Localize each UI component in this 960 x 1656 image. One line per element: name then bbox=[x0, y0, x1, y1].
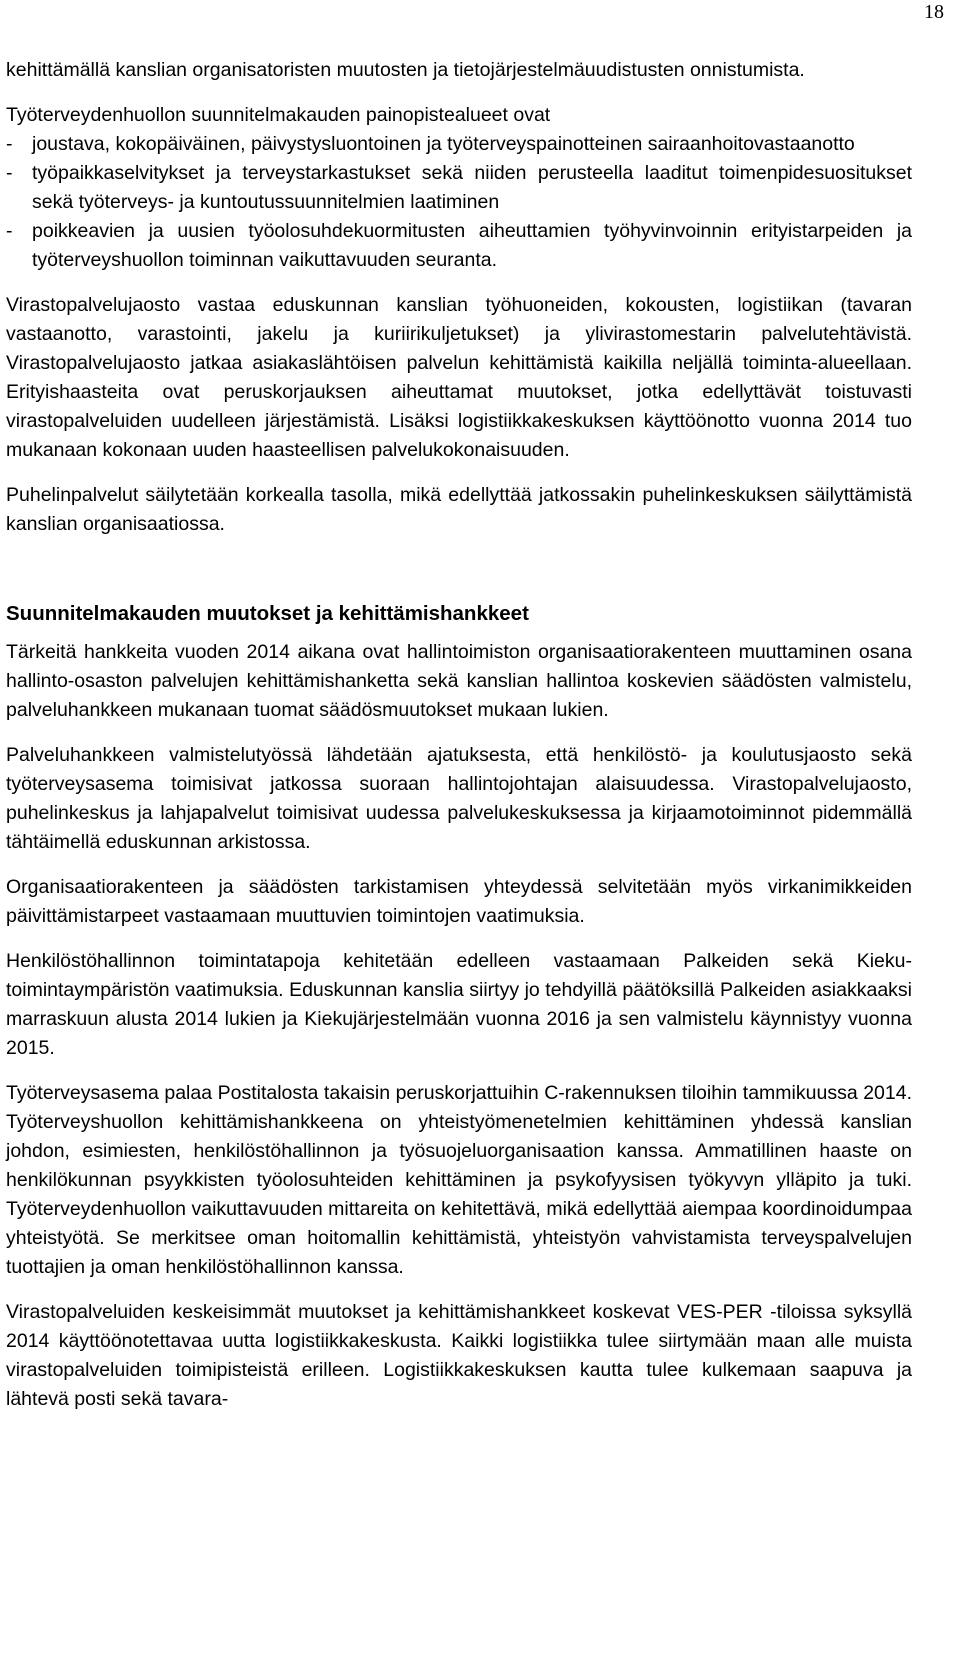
priorities-lead: Työterveydenhuollon suunnitelmakauden painopistealueet ovat bbox=[6, 104, 551, 126]
paragraph-virastopalvelujaosto: Virastopalvelujaosto vastaa eduskunnan kanslian työhuoneiden, kokousten, logistiikan (tavaran vastaanotto, varastointi, jakelu ja kuriirikuljetukset) ja ylivirastomestarin palvelutehtävistä. Virastopalvelujaosto jatkaa asiakaslähtöisen palvelun kehittämistä kaikilla neljällä toiminta-alueellaan. Erityishaasteita ovat peruskorjauksen aiheuttamat muutokset, jotka edellyttävät toistuvasti virastopalveluiden uudelleen järjestämistä. Lisäksi logistiikkakeskuksen käyttöönotto vuonna 2014 tuo mukanaan kokonaan uuden haasteellisen palvelukokonaisuuden. bbox=[6, 294, 912, 461]
page-content bbox=[6, 56, 912, 1414]
intro-paragraph: kehittämällä kanslian organisatoristen muutosten ja tietojärjestelmäuudistusten onnistumista. bbox=[6, 59, 805, 81]
priorities-list bbox=[6, 130, 912, 275]
list-dash: - bbox=[6, 133, 13, 155]
paragraph-hankkeet: Tärkeitä hankkeita vuoden 2014 aikana ovat hallintoimiston organisaatiorakenteen muuttaminen osana hallinto-osaston palvelujen kehittämishanketta sekä kanslian hallintoa koskevien säädösten valmistelu, palveluhankkeen mukanaan tuomat säädösmuutokset mukaan lukien. bbox=[6, 641, 912, 721]
paragraph-virastopalvelut-muutokset: Virastopalveluiden keskeisimmät muutokset ja kehittämishankkeet koskevat VES-PER -tiloissa syksyllä 2014 käyttöönotettavaa uutta logistiikkakeskusta. Kaikki logistiikka tulee siirtymään maan alle muista virastopalveluiden toimipisteistä erilleen. Logistiikkakeskuksen kautta tulee kulkemaan saapuva ja lähtevä posti sekä tavara- bbox=[6, 1301, 912, 1410]
list-dash: - bbox=[6, 220, 13, 242]
paragraph-henkilostohallinto: Henkilöstöhallinnon toimintatapoja kehitetään edelleen vastaamaan Palkeiden sekä Kieku-toimintaympäristön vaatimuksia. Eduskunnan kanslia siirtyy jo tehdyillä päätöksillä Palkeiden asiakkaaksi marraskuun alusta 2014 lukien ja Kiekujärjestelmään vuonna 2016 ja sen valmistelu käynnistyy vuonna 2015. bbox=[6, 950, 912, 1059]
paragraph-palveluhanke: Palveluhankkeen valmistelutyössä lähdetään ajatuksesta, että henkilöstö- ja koulutusjaosto sekä työterveysasema toimisivat jatkossa suoraan hallintojohtajan alaisuudessa. Virastopalvelujaosto, puhelinkeskus ja lahjapalvelut toimisivat uudessa palvelukeskuksessa ja kirjaamotoiminnot pidemmällä tähtäimellä eduskunnan arkistossa. bbox=[6, 744, 912, 853]
paragraph-organisaatiorakenne: Organisaatiorakenteen ja säädösten tarkistamisen yhteydessä selvitetään myös virkanimikkeiden päivittämistarpeet vastaamaan muuttuvien toimintojen vaatimuksia. bbox=[6, 876, 912, 927]
list-item-text: joustava, kokopäiväinen, päivystysluontoinen ja työterveyspainotteinen sairaanhoitovastaanotto bbox=[32, 133, 855, 155]
section-spacer bbox=[6, 555, 912, 599]
section-heading: Suunnitelmakauden muutokset ja kehittämishankkeet bbox=[6, 602, 529, 625]
list-item bbox=[6, 159, 912, 217]
list-dash: - bbox=[6, 162, 13, 184]
list-item-text: työpaikkaselvitykset ja terveystarkastukset sekä niiden perusteella laaditut toimenpidesuositukset sekä työterveys- ja kuntoutussuunnitelmien laatiminen bbox=[32, 162, 912, 213]
page-number: 18 bbox=[924, 1, 944, 23]
paragraph-tyoterveysasema: Työterveysasema palaa Postitalosta takaisin peruskorjattuihin C-rakennuksen tiloihin tammikuussa 2014. Työterveyshuollon kehittämishankkeena on yhteistyömenetelmien kehittäminen yhdessä kanslian johdon, esimiesten, henkilöstöhallinnon ja työsuojeluorganisaation kanssa. Ammatillinen haaste on henkilökunnan psyykkisten työolosuhteiden kehittäminen ja psykofyysisen työkyvyn ylläpito ja tuki. Työterveydenhuollon vaikuttavuuden mittareita on kehitettävä, mikä edellyttää aiempaa koordinoidumpaa yhteistyötä. Se merkitsee oman hoitomallin kehittämistä, yhteistyön vahvistamista terveyspalvelujen tuottajien ja oman henkilöstöhallinnon kanssa. bbox=[6, 1082, 912, 1278]
list-item-text: poikkeavien ja uusien työolosuhdekuormitusten aiheuttamien työhyvinvoinnin erityistarpeiden ja työterveyshuollon toiminnan vaikuttavuuden seuranta. bbox=[32, 220, 912, 271]
list-item bbox=[6, 217, 912, 275]
paragraph-puhelinpalvelut: Puhelinpalvelut säilytetään korkealla tasolla, mikä edellyttää jatkossakin puhelinkeskuksen säilyttämistä kanslian organisaatiossa. bbox=[6, 484, 912, 535]
list-item bbox=[6, 130, 912, 159]
